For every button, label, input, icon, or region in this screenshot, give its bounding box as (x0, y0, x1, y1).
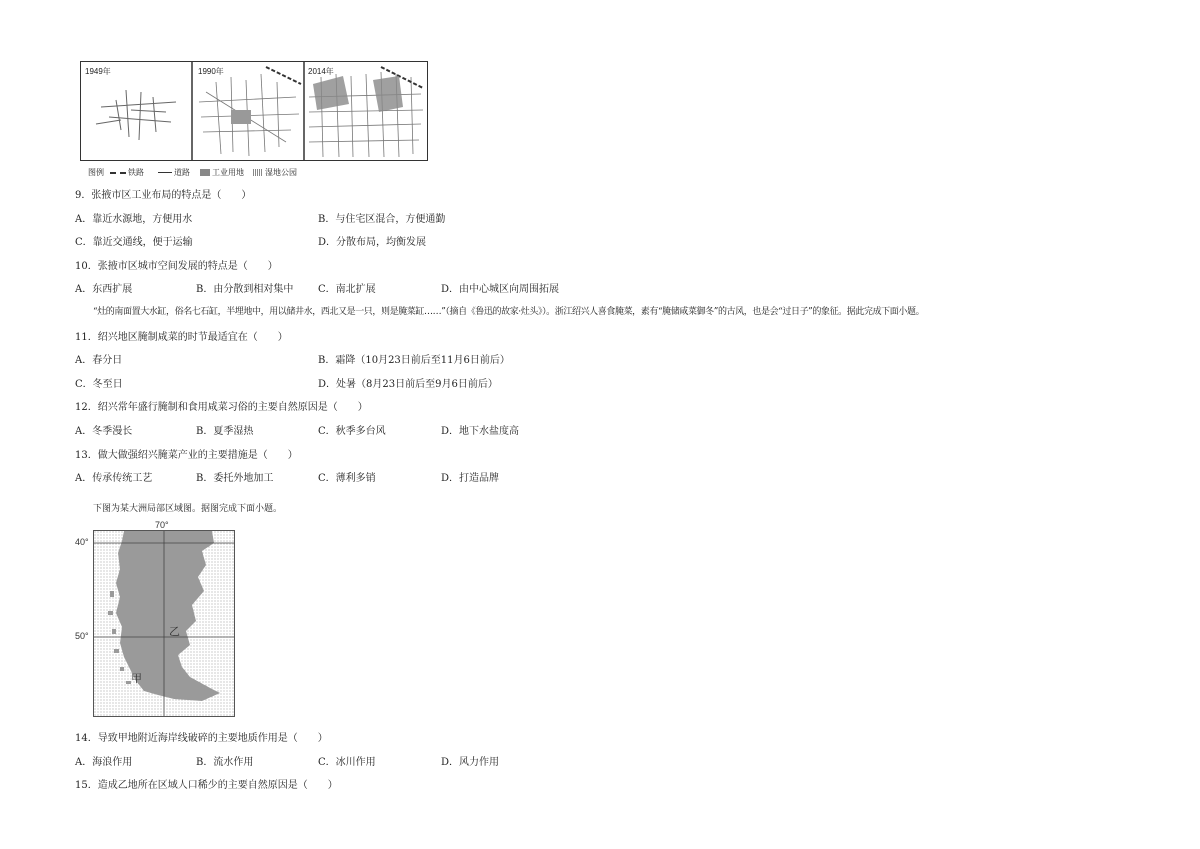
city-maps-svg (81, 62, 427, 160)
q12-option-b: B．夏季湿热 (196, 426, 254, 437)
legend-wetland: 湿地公园 (265, 168, 297, 177)
q11-option-c: C．冬至日 (75, 379, 123, 390)
question-13: 13．做大做强绍兴腌菜产业的主要措施是（ ） (75, 450, 298, 461)
question-14: 14．导致甲地附近海岸线破碎的主要地质作用是（ ） (75, 733, 328, 744)
passage-luxun: “灶的南面置大水缸，俗名七石缸，半埋地中，用以储井水，西北又是一只，则是腌菜缸……”（摘自《鲁迅的故家·灶头》）。浙江绍兴人喜食腌菜，素有“腌储咸菜御冬”的古风，也是会“过日子”的象征。据此完成下面小题。 (93, 307, 925, 317)
q9-option-a: A．靠近水源地，方便用水 (75, 214, 193, 225)
map-1990-industry (231, 110, 251, 124)
q14-option-d: D．风力作用 (441, 757, 500, 768)
q9-option-b: B．与住宅区混合，方便通勤 (318, 214, 446, 225)
q10-option-b: B．由分散到相对集中 (196, 284, 294, 295)
panel-label-1949: 1949年 (85, 67, 111, 76)
map-legend (88, 167, 368, 179)
panel-label-2014: 2014年 (308, 67, 334, 76)
question-9: 9．张掖市区工业布局的特点是（ ） (75, 190, 252, 201)
city-maps-figure (80, 61, 428, 161)
q12-option-d: D．地下水盐度高 (441, 426, 520, 437)
legend-road: 道路 (174, 168, 190, 177)
q10-option-c: C．南北扩展 (318, 284, 376, 295)
map-2014-industry-2 (373, 76, 403, 112)
q13-option-c: C．薄利多销 (318, 473, 376, 484)
question-12: 12．绍兴常年盛行腌制和食用咸菜习俗的主要自然原因是（ ） (75, 402, 368, 413)
latitude-50-label: 50° (75, 631, 89, 641)
rail-legend-icon (110, 172, 126, 174)
q10-option-a: A．东西扩展 (75, 284, 133, 295)
q11-option-a: A．春分日 (75, 355, 123, 366)
q10-option-d: D．由中心城区向周围拓展 (441, 284, 560, 295)
passage-map-intro: 下图为某大洲局部区域图。据图完成下面小题。 (93, 504, 283, 514)
label-jia: 甲 (131, 673, 142, 685)
legend-title: 图例 (88, 168, 104, 177)
q13-option-a: A．传承传统工艺 (75, 473, 153, 484)
question-15: 15．造成乙地所在区域人口稀少的主要自然原因是（ ） (75, 780, 338, 791)
q13-option-d: D．打造品牌 (441, 473, 500, 484)
road-legend-icon (158, 172, 172, 173)
question-11: 11．绍兴地区腌制咸菜的时节最适宜在（ ） (75, 332, 288, 343)
longitude-70-label: 70° (155, 520, 169, 530)
q14-option-c: C．冰川作用 (318, 757, 376, 768)
legend-rail: 铁路 (128, 168, 144, 177)
legend-industry: 工业用地 (212, 168, 244, 177)
q14-option-b: B．流水作用 (196, 757, 254, 768)
q12-option-a: A．冬季漫长 (75, 426, 133, 437)
question-10: 10．张掖市区城市空间发展的特点是（ ） (75, 261, 278, 272)
panel-label-1990: 1990年 (198, 67, 224, 76)
wetland-legend-icon (253, 169, 263, 176)
label-yi: 乙 (169, 626, 180, 638)
q14-option-a: A．海浪作用 (75, 757, 133, 768)
map-2014-industry (313, 76, 349, 110)
latitude-40-label: 40° (75, 537, 89, 547)
q9-option-d: D．分散布局，均衡发展 (318, 237, 427, 248)
q11-option-b: B．霜降（10月23日前后至11月6日前后） (318, 355, 510, 366)
patagonia-map-svg (94, 531, 234, 716)
map-1949-roads (96, 90, 176, 140)
q12-option-c: C．秋季多台风 (318, 426, 386, 437)
q11-option-d: D．处暑（8月23日前后至9月6日前后） (318, 379, 498, 390)
industry-legend-icon (200, 169, 210, 176)
map-1990-rail (266, 67, 301, 84)
q13-option-b: B．委托外地加工 (196, 473, 274, 484)
q9-option-c: C．靠近交通线，便于运输 (75, 237, 193, 248)
patagonia-map (93, 530, 235, 717)
